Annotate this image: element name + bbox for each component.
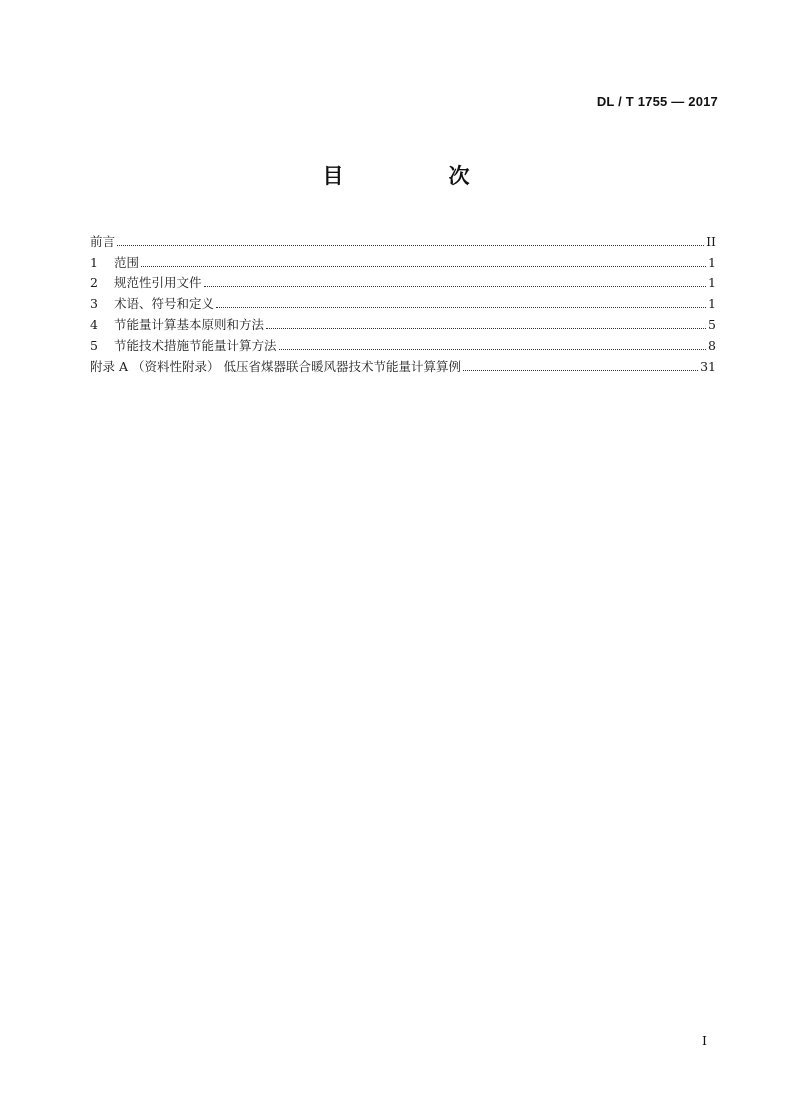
toc-entry-calculation-methods[interactable] bbox=[90, 333, 716, 354]
toc-entry-number: 3 bbox=[90, 296, 98, 312]
standard-code: DL / T 1755 — 2017 bbox=[596, 94, 718, 109]
toc-leader-dots bbox=[117, 245, 704, 246]
toc-entry-appendix-a[interactable] bbox=[90, 354, 716, 375]
toc-entry-page: 1 bbox=[708, 254, 716, 270]
page-number: I bbox=[702, 1033, 707, 1048]
toc-entry-page: 8 bbox=[708, 337, 716, 353]
toc-entry-scope[interactable] bbox=[90, 250, 716, 271]
toc-entry-page: 31 bbox=[700, 358, 716, 374]
toc-entry-preface[interactable] bbox=[90, 229, 716, 250]
toc-entry-number: 4 bbox=[90, 316, 98, 332]
toc-entry-title: 范围 bbox=[114, 254, 140, 270]
toc-leader-dots bbox=[266, 328, 706, 329]
toc-entry-title: 规范性引用文件 bbox=[114, 275, 202, 291]
toc-leader-dots bbox=[141, 266, 706, 267]
toc-entry-page: 1 bbox=[708, 275, 716, 291]
toc-leader-dots bbox=[463, 370, 698, 371]
toc-entry-page: 1 bbox=[708, 296, 716, 312]
toc-entry-title: 前言 bbox=[90, 233, 116, 249]
toc-entry-number: 2 bbox=[90, 275, 98, 291]
toc-leader-dots bbox=[216, 307, 706, 308]
page-title: 目 次 bbox=[322, 164, 512, 188]
toc-leader-dots bbox=[204, 286, 707, 287]
toc-entry-title: 节能技术措施节能量计算方法 bbox=[114, 337, 277, 353]
toc-entry-title: 节能量计算基本原则和方法 bbox=[114, 316, 265, 332]
toc-entry-number: 5 bbox=[90, 337, 98, 353]
toc-leader-dots bbox=[279, 349, 707, 350]
toc-entry-terms[interactable] bbox=[90, 291, 716, 312]
toc-entry-title: 术语、符号和定义 bbox=[114, 296, 215, 312]
toc-entry-normative-references[interactable] bbox=[90, 271, 716, 292]
toc-entry-title: 附录 A （资料性附录） 低压省煤器联合暖风器技术节能量计算算例 bbox=[90, 358, 461, 374]
toc-entry-number: 1 bbox=[90, 254, 98, 270]
toc-entry-principles[interactable] bbox=[90, 312, 716, 333]
toc-entry-page: II bbox=[706, 233, 716, 249]
table-of-contents bbox=[90, 229, 716, 375]
toc-entry-page: 5 bbox=[708, 316, 716, 332]
